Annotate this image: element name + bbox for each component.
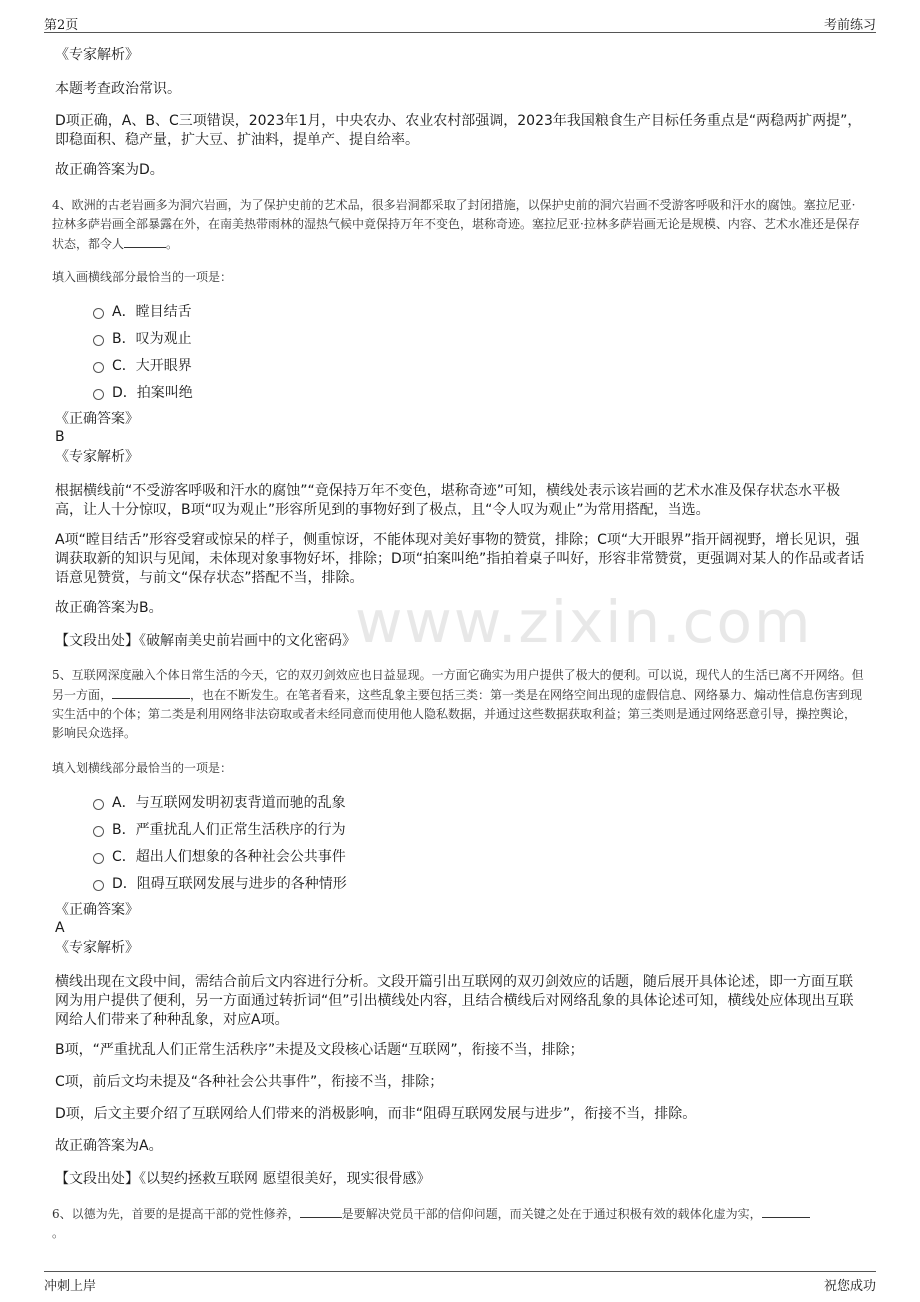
q6-stem-end: 。 xyxy=(52,1226,65,1240)
q4-analysis-title: 《专家解析》 xyxy=(55,449,139,465)
q5-correct-title: 《正确答案》 xyxy=(55,902,139,918)
q5-option-b-label: B．严重扰乱人们正常生活秩序的行为 xyxy=(112,822,346,838)
q5-stem-rest: ，也在不断发生。在笔者看来，这些乱象主要包括三类：第一类是在网络空间出现的虚假信息、网络暴力、煽动性信息伤害到现实生活中的个体；第二类是利用网络非法窃取或者未经同意而使用他人隐私数据，并通过这些数据获取利益；第三类则是通过网络恶意引导，操控舆论，影响民众选择。 xyxy=(52,688,863,740)
q4-correct-title: 《正确答案》 xyxy=(55,411,139,427)
q6-stem-rest: 是要解决党员干部的信仰问题，而关键之处在于通过积极有效的载体化虚为实， xyxy=(341,1207,762,1221)
q4-analysis-p3: 故正确答案为B。 xyxy=(55,600,163,616)
radio-icon[interactable] xyxy=(93,853,104,864)
q4-stem-text: 4、欧洲的古老岩画多为洞穴岩画，为了保护史前的艺术品，很多岩洞都采取了封闭措施，以保护史前的洞穴岩画不受游客呼吸和汗水的腐蚀。塞拉尼亚·拉林多萨岩画全部暴露在外，在南美热带雨林的湿热气候中竟保持万年不变色，堪称奇迹。塞拉尼亚·拉林多萨岩画无论是规模、内容、艺术水准还是保存状态，都令人 xyxy=(52,198,860,251)
q4-stem xyxy=(52,196,867,254)
q6-blank-1 xyxy=(300,1204,342,1218)
q6-blank-2 xyxy=(762,1204,810,1218)
q5-analysis-p2: B项，“严重扰乱人们正常生活秩序”未提及文段核心话题“互联网”，衔接不当，排除； xyxy=(55,1042,584,1058)
q4-blank xyxy=(124,234,166,248)
q4-option-c-label: C．大开眼界 xyxy=(112,358,192,374)
q4-source: 【文段出处】《破解南美史前岩画中的文化密码》 xyxy=(55,633,356,649)
q3-analysis-p2: D项正确，A、B、C三项错误，2023年1月，中央农办、农业农村部强调，2023年我国粮食生产目标任务重点是“两稳两扩两提”，即稳面积、稳产量，扩大豆、扩油料，提单产、提自给率。 xyxy=(55,113,862,148)
radio-icon[interactable] xyxy=(93,389,104,400)
q4-option-b[interactable] xyxy=(93,328,192,348)
q4-stem-end: 。 xyxy=(166,237,179,251)
q5-analysis-p5: 故正确答案为A。 xyxy=(55,1138,163,1154)
q4-option-b-label: B．叹为观止 xyxy=(112,331,192,347)
radio-icon[interactable] xyxy=(93,308,104,319)
radio-icon[interactable] xyxy=(93,335,104,346)
q5-option-c-label: C．超出人们想象的各种社会公共事件 xyxy=(112,849,346,865)
q5-option-d[interactable] xyxy=(93,873,347,893)
q6-stem-text: 6、以德为先，首要的是提高干部的党性修养， xyxy=(52,1207,300,1221)
q6-stem xyxy=(52,1204,812,1243)
radio-icon[interactable] xyxy=(93,880,104,891)
q3-analysis-title: 《专家解析》 xyxy=(55,47,139,63)
q4-option-c[interactable] xyxy=(93,355,192,375)
q3-analysis-p3: 故正确答案为D。 xyxy=(55,162,164,178)
q5-instruction: 填入划横线部分最恰当的一项是： xyxy=(52,761,233,775)
q5-stem xyxy=(52,666,867,743)
q5-option-a[interactable] xyxy=(93,792,346,812)
q5-answer: A xyxy=(55,920,65,936)
radio-icon[interactable] xyxy=(93,362,104,373)
footer-left: 冲刺上岸 xyxy=(44,1279,97,1294)
footer-right: 祝您成功 xyxy=(823,1279,876,1294)
q5-blank xyxy=(112,685,190,699)
q5-option-a-label: A．与互联网发明初衷背道而驰的乱象 xyxy=(112,795,346,811)
q4-instruction: 填入画横线部分最恰当的一项是： xyxy=(52,270,233,284)
watermark: www.zixin.com xyxy=(355,588,813,656)
q5-analysis-p3: C项，前后文均未提及“各种社会公共事件”，衔接不当，排除； xyxy=(55,1074,444,1090)
q5-option-b[interactable] xyxy=(93,819,346,839)
q4-option-d-label: D．拍案叫绝 xyxy=(112,385,193,401)
page-number: 第2页 xyxy=(44,18,79,33)
radio-icon[interactable] xyxy=(93,826,104,837)
q5-analysis-p4: D项，后文主要介绍了互联网给人们带来的消极影响，而非“阻碍互联网发展与进步”，衔接不当，排除。 xyxy=(55,1106,697,1122)
page-footer xyxy=(44,1271,876,1292)
q4-answer: B xyxy=(55,429,65,445)
q4-option-a-label: A．瞠目结舌 xyxy=(112,304,192,320)
q4-option-d[interactable] xyxy=(93,382,193,402)
q4-analysis-p2: A项“瞠目结舌”形容受窘或惊呆的样子，侧重惊讶，不能体现对美好事物的赞赏，排除；C项“大开眼界”指开阔视野，增长见识，强调获取新的知识与见闻，未体现对象事物好坏，排除；D项“拍案叫绝”指拍着桌子叫好，形容非常赞赏，更强调对某人的作品或者话语意见赞赏，与前文“保存状态”搭配不当，排除。 xyxy=(55,532,865,586)
q4-analysis-p1: 根据横线前“不受游客呼吸和汗水的腐蚀”“竟保持万年不变色，堪称奇迹”可知，横线处表示该岩画的艺术水准及保存状态水平极高，让人十分惊叹，B项“叹为观止”形容所见到的事物好到了极点，且“令人叹为观止”为常用搭配，当选。 xyxy=(55,483,841,518)
q3-analysis-p1: 本题考查政治常识。 xyxy=(55,81,181,97)
q5-stem-text: 5、互联网深度融入个体日常生活的今天，它的双刃剑效应也日益显现。一方面它确实为用户提供了极大的便利。可以说，现代人的生活已离不开网络。但另一方面， xyxy=(52,668,864,702)
q5-analysis-title: 《专家解析》 xyxy=(55,940,139,956)
q5-option-c[interactable] xyxy=(93,846,346,866)
header-title: 考前练习 xyxy=(823,18,876,33)
q5-analysis-p1: 横线出现在文段中间，需结合前后文内容进行分析。文段开篇引出互联网的双刃剑效应的话题，随后展开具体论述，即一方面互联网为用户提供了便利，另一方面通过转折词“但”引出横线处内容，且结合横线后对网络乱象的具体论述可知，横线处应体现出互联网给人们带来了种种乱象，对应A项。 xyxy=(55,974,854,1028)
page-header xyxy=(44,12,876,33)
q5-source: 【文段出处】《以契约拯救互联网 愿望很美好，现实很骨感》 xyxy=(55,1171,431,1187)
q5-option-d-label: D．阻碍互联网发展与进步的各种情形 xyxy=(112,876,347,892)
q4-option-a[interactable] xyxy=(93,301,192,321)
radio-icon[interactable] xyxy=(93,799,104,810)
